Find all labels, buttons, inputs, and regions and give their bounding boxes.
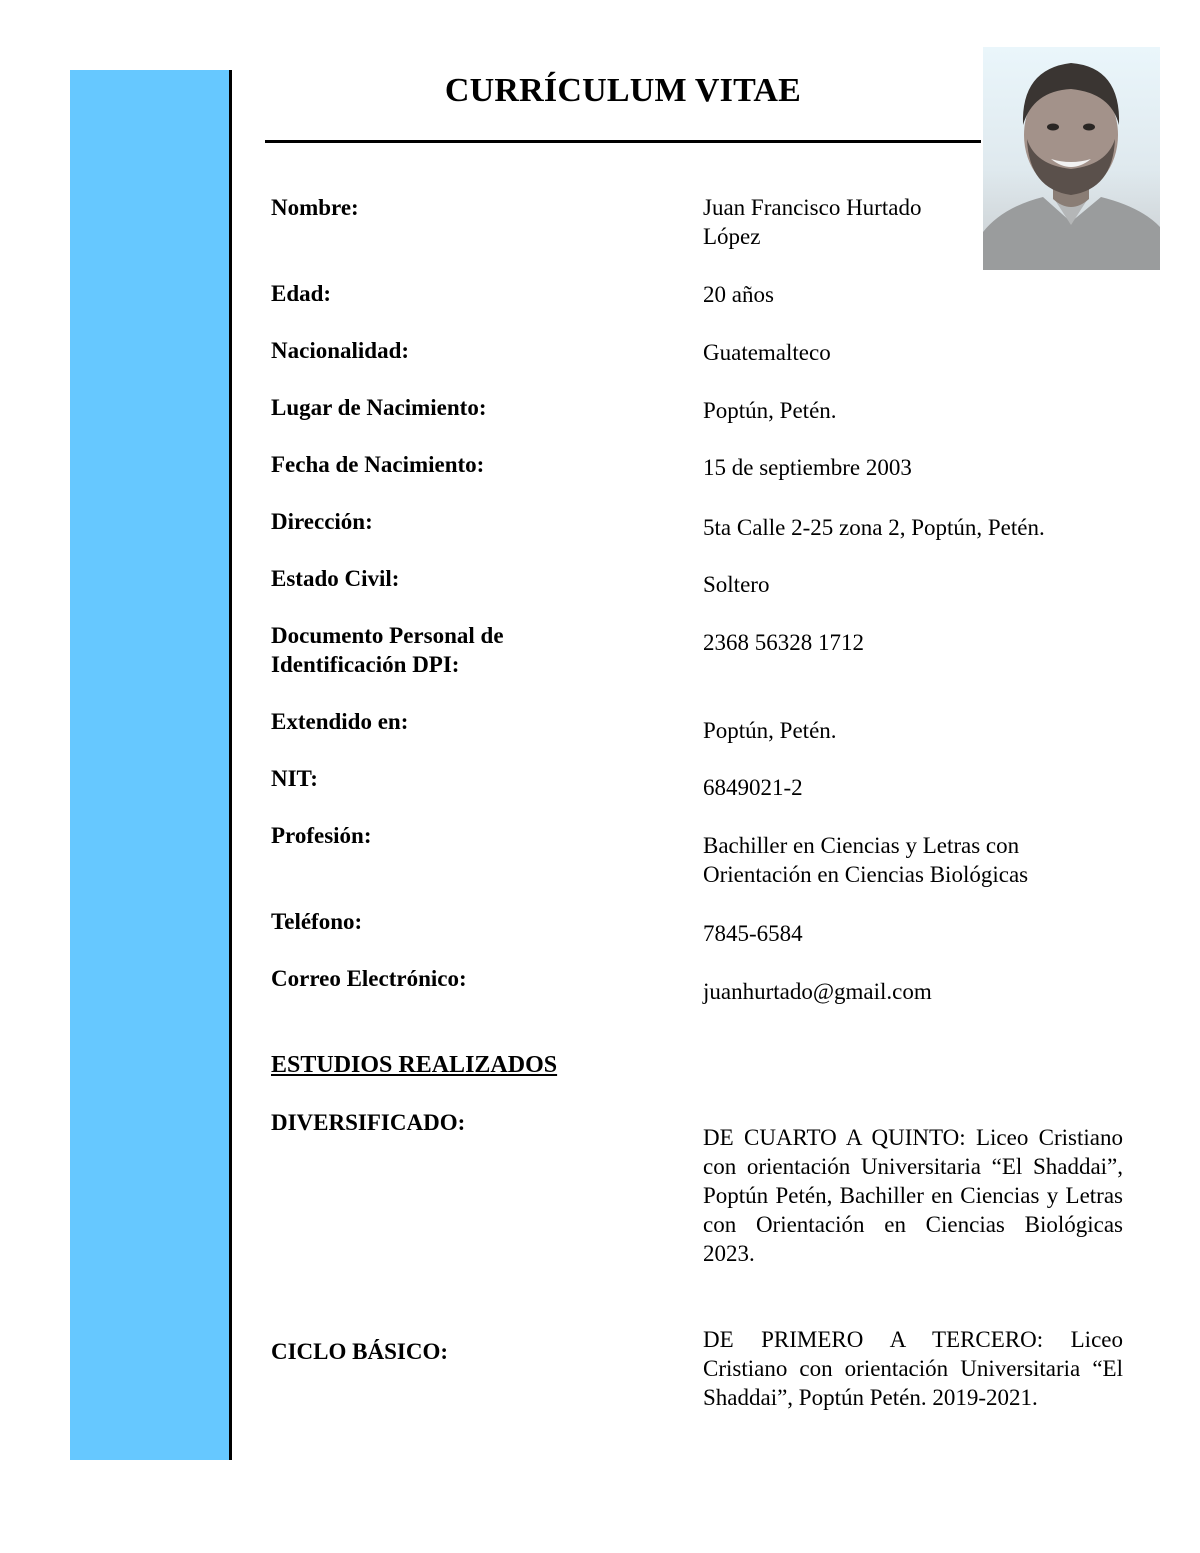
diversificado-label: DIVERSIFICADO:	[271, 1110, 466, 1135]
lugar-nacimiento-value: Poptún, Petén.	[703, 398, 837, 423]
lugar-nacimiento-label: Lugar de Nacimiento:	[271, 395, 487, 420]
dpi-label-line-1: Documento Personal de	[271, 623, 504, 648]
ciclo-basico-label: CICLO BÁSICO:	[271, 1339, 449, 1364]
profesion-value	[703, 831, 1123, 889]
profesion-label: Profesión:	[271, 823, 372, 848]
extendido-label: Extendido en:	[271, 709, 409, 734]
direccion-label: Dirección:	[271, 509, 373, 534]
nit-label: NIT:	[271, 766, 318, 791]
nombre-value-line-1: Juan Francisco Hurtado	[703, 195, 922, 220]
estado-civil-label: Estado Civil:	[271, 566, 400, 591]
ciclo-basico-value: DE PRIMERO A TERCERO: Liceo Cristiano con orientación Universitaria “El Shaddai”, Poptún Petén. 2019-2021.	[703, 1327, 1123, 1410]
title-underline	[265, 140, 981, 143]
dpi-value: 2368 56328 1712	[703, 630, 864, 655]
dpi-label	[271, 621, 671, 679]
fecha-nacimiento-value: 15 de septiembre 2003	[703, 455, 912, 480]
telefono-label: Teléfono:	[271, 909, 363, 934]
nacionalidad-value: Guatemalteco	[703, 340, 831, 365]
sidebar-accent-bar	[70, 70, 229, 1460]
direccion-value: 5ta Calle 2-25 zona 2, Poptún, Petén.	[703, 515, 1045, 540]
nombre-value	[703, 193, 1123, 251]
sidebar-divider	[229, 70, 232, 1460]
diversificado-value: DE CUARTO A QUINTO: Liceo Cristiano con orientación Universitaria “El Shaddai”, Poptún Petén, Bachiller en Ciencias y Letras con Orientación en Ciencias Biológicas 2023.	[703, 1125, 1123, 1266]
nit-value: 6849021-2	[703, 775, 803, 800]
nombre-value-line-2: López	[703, 224, 761, 249]
correo-label: Correo Electrónico:	[271, 966, 467, 991]
extendido-value: Poptún, Petén.	[703, 718, 837, 743]
correo-value: juanhurtado@gmail.com	[703, 979, 932, 1004]
edad-label: Edad:	[271, 281, 332, 306]
nacionalidad-label: Nacionalidad:	[271, 338, 410, 363]
estudios-heading: ESTUDIOS REALIZADOS	[271, 1052, 558, 1078]
edad-value: 20 años	[703, 282, 774, 307]
profesion-value-line-2: Orientación en Ciencias Biológicas	[703, 862, 1029, 887]
telefono-value: 7845-6584	[703, 921, 803, 946]
nombre-label: Nombre:	[271, 195, 359, 220]
document-title: CURRÍCULUM VITAE	[444, 72, 802, 109]
estado-civil-value: Soltero	[703, 572, 770, 597]
fecha-nacimiento-label: Fecha de Nacimiento:	[271, 452, 485, 477]
profesion-value-line-1: Bachiller en Ciencias y Letras con	[703, 833, 1020, 858]
dpi-label-line-2: Identificación DPI:	[271, 652, 460, 677]
